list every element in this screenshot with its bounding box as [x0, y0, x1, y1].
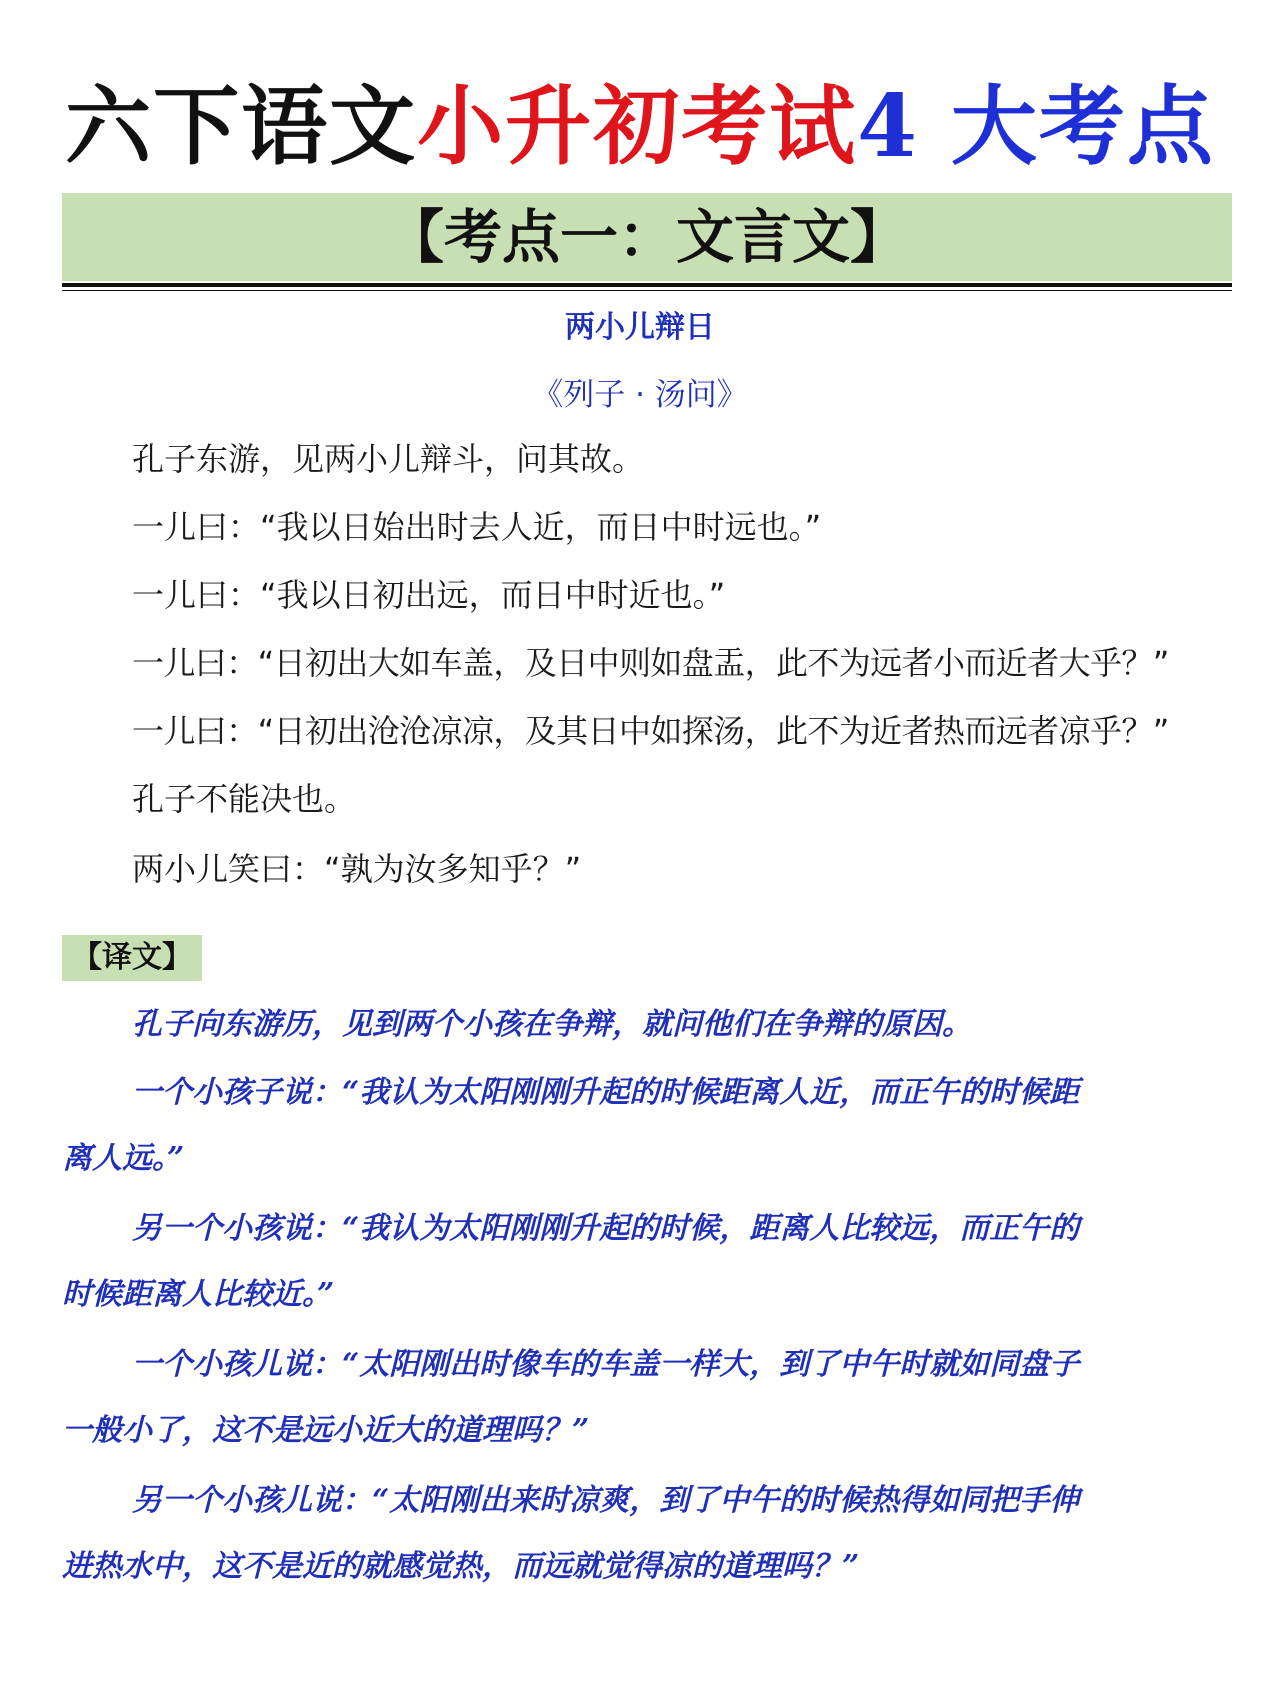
- original-line-3: 一儿曰：“我以日初出远，而日中时近也。”: [132, 576, 726, 614]
- translation-line-4: 另一个小孩说：“我认为太阳刚刚升起的时候，距离人比较远，而正午的: [132, 1211, 1080, 1246]
- title-part-red: 小升初考试: [417, 76, 858, 177]
- title-part-black: 六下语文: [65, 76, 418, 177]
- translation-line-9: 进热水中，这不是近的就感觉热，而远就觉得凉的道理吗？”: [62, 1549, 860, 1584]
- translation-line-2: 一个小孩子说：“我认为太阳刚刚升起的时候距离人近，而正午的时候距: [132, 1075, 1080, 1110]
- translation-line-6: 一个小孩儿说：“太阳刚出时像车的车盖一样大，到了中午时就如同盘子: [132, 1347, 1080, 1382]
- original-line-5: 一儿曰：“日初出沧沧凉凉，及其日中如探汤，此不为近者热而远者凉乎？”: [132, 712, 1169, 750]
- original-line-4: 一儿曰：“日初出大如车盖，及日中则如盘盂，此不为远者小而近者大乎？”: [132, 644, 1169, 682]
- divider-thin: [62, 290, 1232, 291]
- original-line-6: 孔子不能决也。: [132, 780, 357, 818]
- translation-line-5: 时候距离人比较近。”: [62, 1277, 335, 1312]
- translation-line-7: 一般小了，这不是远小近大的道理吗？”: [62, 1413, 590, 1448]
- section-banner: 【考点一：文言文】: [62, 193, 1232, 281]
- translation-line-3: 离人远。”: [62, 1141, 185, 1176]
- poem-title: 两小儿辩日: [565, 310, 715, 345]
- original-line-7: 两小儿笑曰：“孰为汝多知乎？”: [132, 850, 582, 888]
- original-line-1: 孔子东游，见两小儿辩斗，问其故。: [132, 440, 645, 478]
- divider-thick: [62, 283, 1232, 287]
- page-title: [0, 72, 1280, 182]
- translation-line-1: 孔子向东游历，见到两个小孩在争辩，就问他们在争辩的原因。: [132, 1007, 972, 1042]
- title-part-blue: 4 大考点: [857, 76, 1215, 177]
- translation-label: 【译文】: [62, 935, 202, 981]
- poem-source: 《列子 · 汤问》: [532, 377, 748, 413]
- original-line-2: 一儿曰：“我以日始出时去人近，而日中时远也。”: [132, 508, 822, 546]
- translation-line-8: 另一个小孩儿说：“太阳刚出来时凉爽，到了中午的时候热得如同把手伸: [132, 1483, 1080, 1518]
